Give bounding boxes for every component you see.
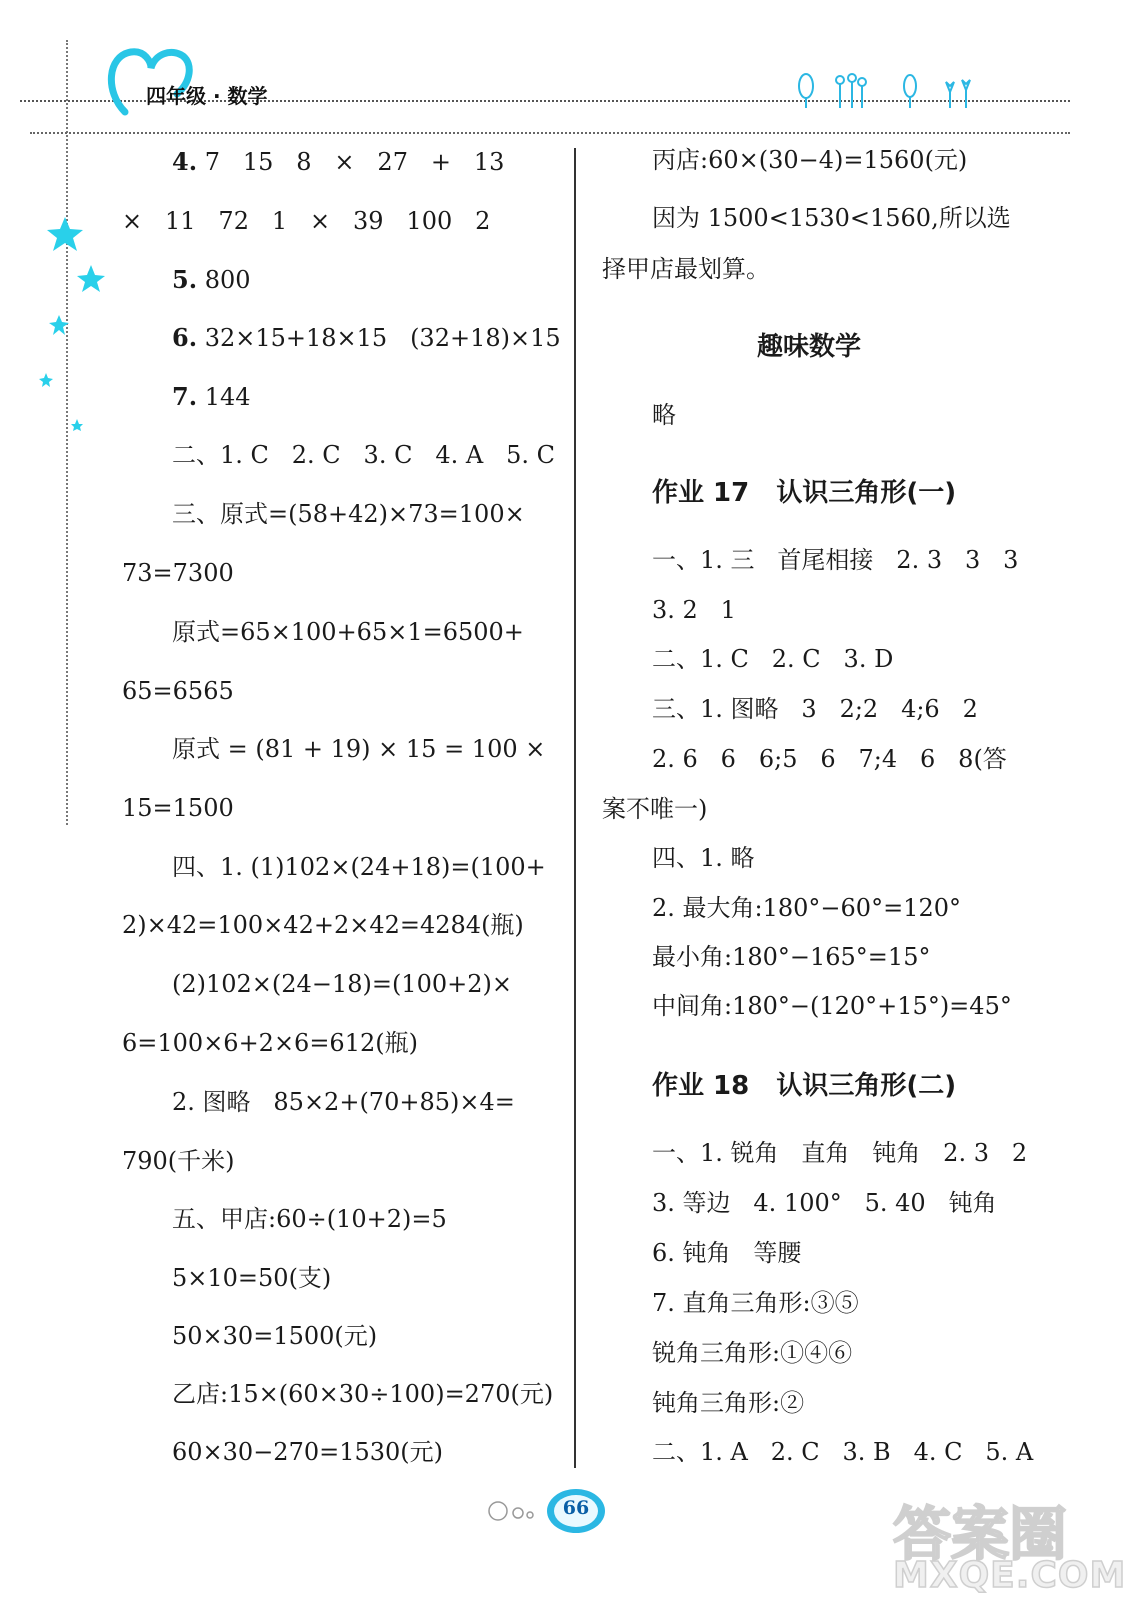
right-line-19: 锐角三角形:①④⑥ bbox=[652, 1339, 853, 1367]
left-line-23: 60×30−270=1530(元) bbox=[172, 1438, 444, 1466]
left-line-16: 6=100×6+2×6=612(瓶) bbox=[122, 1029, 418, 1057]
right-line-15: 一、1. 锐角 直角 钝角 2. 3 2 bbox=[652, 1139, 1028, 1167]
section-title-homework-18: 作业 18 认识三角形(二) bbox=[652, 1071, 957, 1101]
left-line-10: 65=6565 bbox=[122, 677, 234, 705]
right-line-4: 略 bbox=[652, 401, 676, 429]
page-number: 66 bbox=[562, 1497, 590, 1519]
left-line-22: 乙店:15×(60×30÷100)=270(元) bbox=[172, 1380, 554, 1408]
left-line-8: 73=7300 bbox=[122, 559, 234, 587]
right-line-12: 2. 最大角:180°−60°=120° bbox=[652, 894, 961, 922]
left-line-18: 790(千米) bbox=[122, 1147, 235, 1175]
right-line-9: 2. 6 6 6;5 6 7;4 6 8(答 bbox=[652, 745, 1007, 773]
watermark-logo: 答案圈 bbox=[893, 1500, 1068, 1568]
left-line-21: 50×30=1500(元) bbox=[172, 1322, 378, 1350]
left-line-9: 原式=65×100+65×1=6500+ bbox=[172, 618, 524, 646]
right-line-10: 案不唯一) bbox=[602, 795, 708, 823]
left-line-1: 4. 7 15 8 × 27 + 13 bbox=[172, 147, 505, 176]
right-line-16: 3. 等边 4. 100° 5. 40 钝角 bbox=[652, 1189, 997, 1217]
stars-decoration-icon bbox=[35, 215, 105, 445]
left-line-17: 2. 图略 85×2+(70+85)×4= bbox=[172, 1088, 515, 1116]
right-line-3: 择甲店最划算。 bbox=[602, 255, 770, 283]
left-line-15: (2)102×(24−18)=(100+2)× bbox=[172, 970, 512, 998]
left-line-20: 5×10=50(支) bbox=[172, 1264, 332, 1292]
right-line-13: 最小角:180°−165°=15° bbox=[652, 943, 931, 971]
left-line-7: 三、原式=(58+42)×73=100× bbox=[172, 500, 525, 528]
page-dots-icon bbox=[486, 1497, 536, 1525]
right-line-8: 三、1. 图略 3 2;2 4;6 2 bbox=[652, 695, 978, 723]
right-line-5: 一、1. 三 首尾相接 2. 3 3 3 bbox=[652, 546, 1019, 574]
left-line-14: 2)×42=100×42+2×42=4284(瓶) bbox=[122, 911, 524, 939]
right-line-2: 因为 1500<1530<1560,所以选 bbox=[652, 204, 1011, 232]
left-line-4: 6. 32×15+18×15 (32+18)×15 bbox=[172, 323, 561, 352]
right-line-7: 二、1. C 2. C 3. D bbox=[652, 645, 894, 673]
column-divider bbox=[574, 148, 576, 1468]
right-line-6: 3. 2 1 bbox=[652, 596, 736, 624]
header-dotted-line-bottom bbox=[30, 132, 1070, 134]
right-line-21: 二、1. A 2. C 3. B 4. C 5. A bbox=[652, 1438, 1034, 1466]
header-label: 四年级 · 数学 bbox=[146, 84, 268, 108]
left-line-5: 7. 144 bbox=[172, 382, 251, 411]
plants-icon bbox=[790, 70, 990, 110]
section-title-fun-math: 趣味数学 bbox=[757, 332, 862, 362]
left-line-11: 原式 = (81 + 19) × 15 = 100 × bbox=[172, 735, 546, 763]
left-line-6: 二、1. C 2. C 3. C 4. A 5. C bbox=[172, 441, 555, 469]
left-line-2: × 11 72 1 × 39 100 2 bbox=[122, 207, 491, 235]
left-line-12: 15=1500 bbox=[122, 794, 234, 822]
left-line-3: 5. 800 bbox=[172, 265, 251, 294]
right-line-18: 7. 直角三角形:③⑤ bbox=[652, 1289, 859, 1317]
right-line-17: 6. 钝角 等腰 bbox=[652, 1239, 802, 1267]
right-line-11: 四、1. 略 bbox=[652, 844, 755, 872]
left-line-19: 五、甲店:60÷(10+2)=5 bbox=[172, 1205, 447, 1233]
right-line-1: 丙店:60×(30−4)=1560(元) bbox=[652, 146, 968, 174]
section-title-homework-17: 作业 17 认识三角形(一) bbox=[652, 478, 957, 508]
left-line-13: 四、1. (1)102×(24+18)=(100+ bbox=[172, 853, 546, 881]
watermark-url: MXQE.COM bbox=[893, 1555, 1126, 1596]
right-line-20: 钝角三角形:② bbox=[652, 1389, 805, 1417]
right-line-14: 中间角:180°−(120°+15°)=45° bbox=[652, 992, 1012, 1020]
